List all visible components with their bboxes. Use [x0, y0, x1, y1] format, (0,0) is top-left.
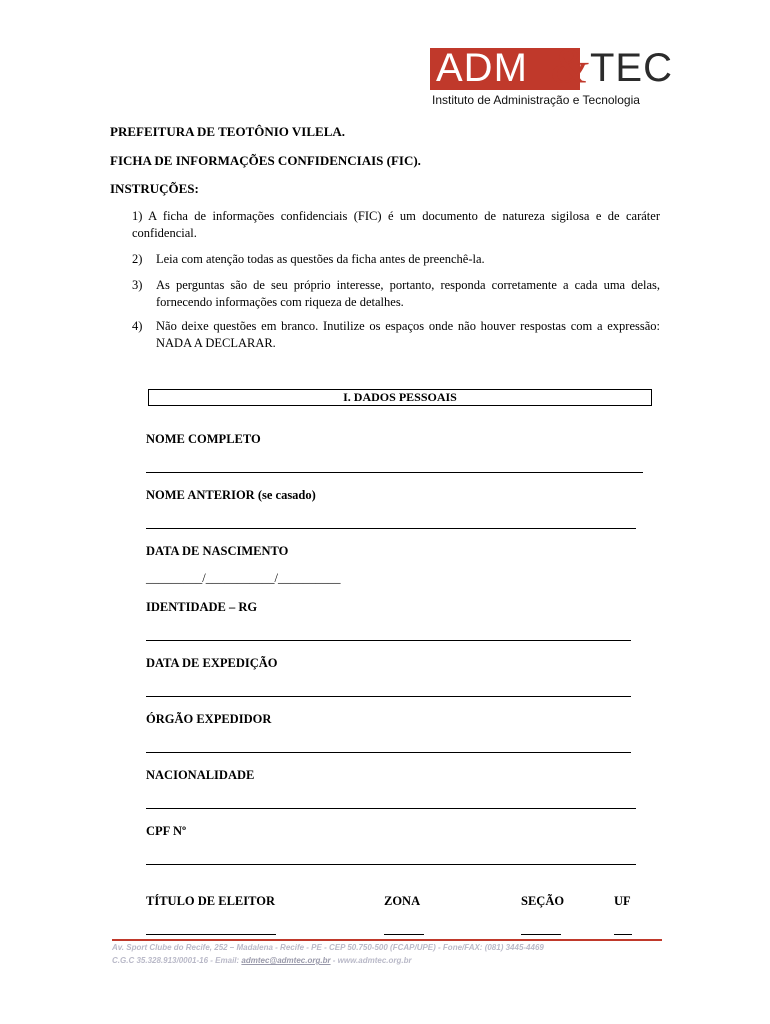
prefeitura-heading: PREFEITURA DE TEOTÔNIO VILELA. [110, 124, 346, 139]
instruction-number: 3) [132, 278, 143, 292]
orgao-expedidor-field[interactable] [146, 752, 631, 753]
label-orgao-expedidor: ÓRGÃO EXPEDIDOR [146, 712, 272, 726]
instruction-item-1 [132, 208, 660, 241]
label-identidade: IDENTIDADE – RG [146, 600, 258, 614]
nacionalidade-field[interactable] [146, 808, 636, 809]
label-nome-anterior: NOME ANTERIOR (se casado) [146, 488, 316, 502]
label-cpf: CPF Nº [146, 824, 187, 838]
instruction-item-2 [132, 251, 660, 268]
logo-tec-text: TEC [590, 46, 673, 90]
label-zona: ZONA [384, 894, 421, 908]
nome-completo-field[interactable] [146, 472, 643, 473]
secao-field[interactable] [521, 934, 561, 935]
label-data-expedicao: DATA DE EXPEDIÇÃO [146, 656, 278, 670]
titulo-eleitor-field[interactable] [146, 934, 276, 935]
footer-divider [112, 939, 662, 941]
footer-site: - www.admtec.org.br [330, 956, 412, 965]
label-nome-completo: NOME COMPLETO [146, 432, 261, 446]
label-titulo-eleitor: TÍTULO DE ELEITOR [146, 894, 275, 908]
label-nacionalidade: NACIONALIDADE [146, 768, 255, 782]
instructions-heading: INSTRUÇÕES: [110, 181, 199, 196]
footer-email-link[interactable]: admtec@admtec.org.br [241, 956, 331, 965]
instruction-number: 4) [132, 319, 143, 333]
cpf-field[interactable] [146, 864, 636, 865]
logo-ampersand: & [550, 37, 589, 93]
data-nascimento-field[interactable]: _________/___________/__________ [146, 571, 341, 585]
identidade-field[interactable] [146, 640, 631, 641]
uf-field[interactable] [614, 934, 632, 935]
instruction-text: Não deixe questões em branco. Inutilize os espaços onde não houver respostas com a expressão: NADA A DECLARAR. [156, 319, 660, 350]
instruction-item-3 [132, 277, 660, 310]
zona-field[interactable] [384, 934, 424, 935]
admtec-logo [430, 37, 673, 110]
data-expedicao-field[interactable] [146, 696, 631, 697]
label-secao: SEÇÃO [521, 894, 565, 908]
footer-contact [112, 956, 412, 965]
nome-anterior-field[interactable] [146, 528, 636, 529]
instruction-text: As perguntas são de seu próprio interesse, portanto, responda corretamente a cada uma delas, fornecendo informações com riqueza de detalhes. [156, 278, 660, 309]
footer-cgc: C.G.C 35.328.913/0001-16 - Email: [112, 956, 242, 965]
instruction-text: Leia com atenção todas as questões da ficha antes de preenchê-la. [156, 252, 485, 266]
label-data-nascimento: DATA DE NASCIMENTO [146, 544, 289, 558]
instruction-text: A ficha de informações confidenciais (FIC) é um documento de natureza sigilosa e de caráter confidencial. [132, 209, 660, 240]
logo-subtitle: Instituto de Administração e Tecnologia [432, 93, 640, 107]
form-title: FICHA DE INFORMAÇÕES CONFIDENCIAIS (FIC). [110, 153, 421, 168]
instruction-number: 2) [132, 252, 143, 266]
footer-address: Av. Sport Clube do Recife, 252 – Madalena - Recife - PE - CEP 50.750-500 (FCAP/UPE) - Fone/FAX: (081) 3445-4469 [112, 943, 544, 952]
instruction-item-4 [132, 318, 660, 351]
logo-adm-text: ADM [436, 46, 528, 90]
label-uf: UF [614, 894, 631, 908]
section-header-dados-pessoais: I. DADOS PESSOAIS [148, 389, 652, 406]
instruction-number: 1) [132, 209, 143, 223]
